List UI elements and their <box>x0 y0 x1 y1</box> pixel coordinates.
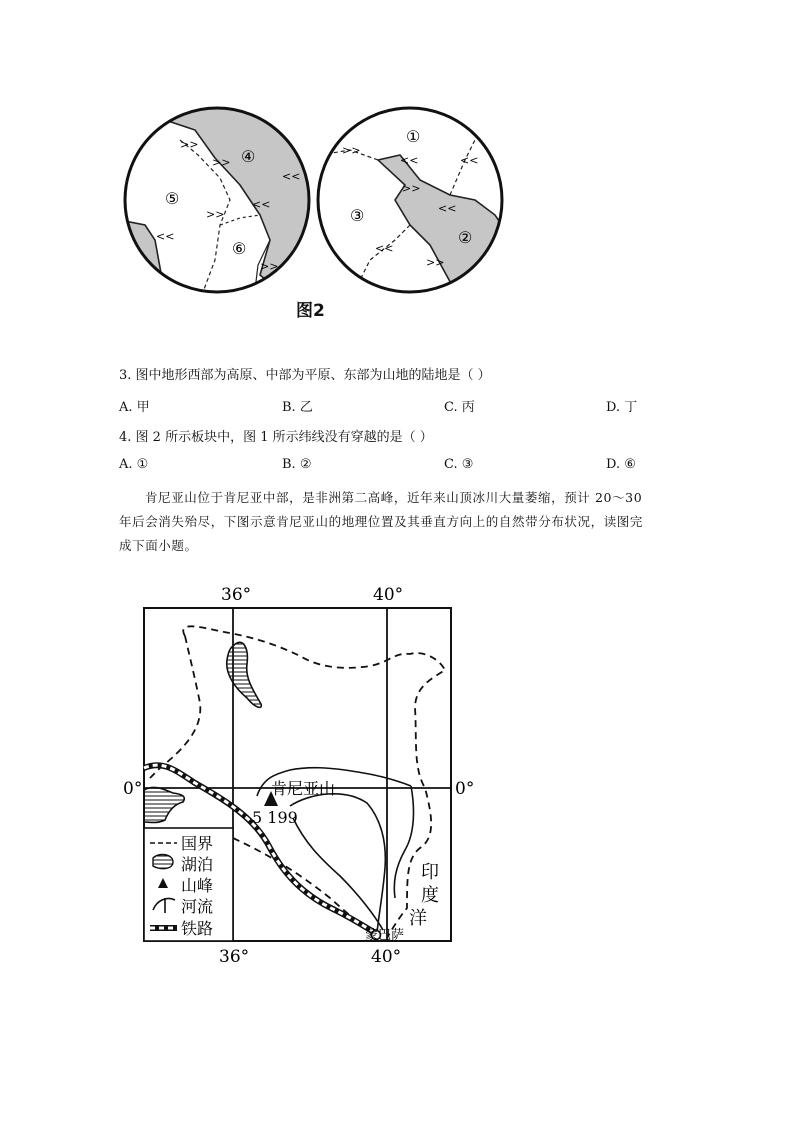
figure-2-caption: 图2 <box>296 301 325 321</box>
plate-3: ③ <box>350 206 365 225</box>
mount-kenya-elevation: 5 199 <box>252 808 298 827</box>
legend-railway: 铁路 <box>181 919 214 938</box>
passage-line-3: 成下面小题。 <box>119 538 198 553</box>
svg-text:<<: << <box>375 242 394 255</box>
question-3-stem: 3. 图中地形西部为高原、中部为平原、东部为山地的陆地是（ ） <box>119 368 491 383</box>
svg-text:<<: << <box>400 154 419 167</box>
mombasa-label: 蒙巴萨 <box>365 928 405 943</box>
legend-lake: 湖泊 <box>181 855 214 874</box>
svg-text:>>: >> <box>402 182 421 195</box>
lat-label-right: 0° <box>455 779 475 799</box>
svg-text:<<: << <box>460 154 479 167</box>
legend-border: 国界 <box>181 834 214 853</box>
q4-option-a[interactable]: A. ① <box>119 457 149 472</box>
left-hemisphere <box>120 100 320 300</box>
svg-text:<<: << <box>438 202 457 215</box>
q3-option-d[interactable]: D. 丁 <box>606 400 638 415</box>
svg-text:>>: >> <box>206 208 225 221</box>
q4-option-d[interactable]: D. ⑥ <box>606 457 636 472</box>
plate-4: ④ <box>241 147 256 166</box>
q4-option-b[interactable]: B. ② <box>282 457 312 472</box>
ocean-char-1: 印 <box>421 862 439 883</box>
passage <box>119 486 689 558</box>
plate-2: ② <box>458 228 473 247</box>
legend-peak: 山峰 <box>181 876 214 895</box>
q3-option-c[interactable]: C. 丙 <box>444 400 475 415</box>
lon-label-top-40: 40° <box>373 585 404 605</box>
ocean-char-3: 洋 <box>409 908 427 929</box>
lon-label-top-36: 36° <box>221 585 252 605</box>
svg-text:<<: << <box>156 230 175 243</box>
lon-label-bottom-40: 40° <box>371 947 402 967</box>
svg-text:<<: << <box>252 198 271 211</box>
legend-river: 河流 <box>181 897 214 916</box>
question-4-stem: 4. 图 2 所示板块中，图 1 所示纬线没有穿越的是（ ） <box>119 430 433 445</box>
q3-option-b[interactable]: B. 乙 <box>282 400 313 415</box>
map-legend <box>144 828 233 941</box>
plate-6: ⑥ <box>232 239 247 258</box>
lat-label-left: 0° <box>123 779 143 799</box>
mount-kenya-label: 肯尼亚山 <box>271 779 336 798</box>
lon-label-bottom-36: 36° <box>219 947 250 967</box>
svg-text:>>: >> <box>342 144 361 157</box>
kenya-map <box>115 578 485 973</box>
passage-line-2: 年后会消失殆尽，下图示意肯尼亚山的地理位置及其垂直方向上的自然带分布状况，读图完 <box>119 514 644 529</box>
q3-option-a[interactable]: A. 甲 <box>119 400 150 415</box>
svg-text:>>: >> <box>212 156 231 169</box>
q4-option-c[interactable]: C. ③ <box>444 457 474 472</box>
figure-2-plates <box>120 100 512 300</box>
plate-1: ① <box>406 127 421 146</box>
ocean-char-2: 度 <box>421 885 439 906</box>
svg-text:>>: >> <box>180 138 199 151</box>
svg-text:<<: << <box>282 170 301 183</box>
plate-5: ⑤ <box>165 189 180 208</box>
passage-line-1: 肯尼亚山位于肯尼亚中部，是非洲第二高峰，近年来山顶冰川大量萎缩，预计 20～30 <box>145 490 643 505</box>
svg-text:>>: >> <box>260 260 279 273</box>
svg-text:>>: >> <box>426 256 445 269</box>
